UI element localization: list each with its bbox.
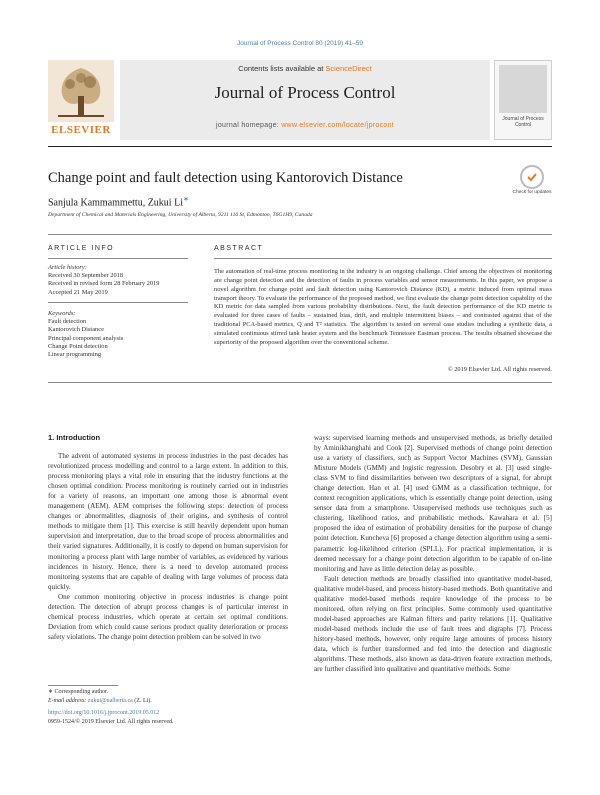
email-label: E-mail address: (48, 697, 88, 704)
history-label: Article history: (48, 264, 87, 271)
journal-masthead (48, 60, 552, 142)
article-history (48, 264, 188, 297)
header-divider (48, 234, 552, 235)
doi-link[interactable]: https://doi.org/10.1016/j.jprocont.2019.05.012 (48, 710, 160, 716)
footnotes (48, 688, 288, 726)
abstract-heading: ABSTRACT (214, 245, 264, 252)
elsevier-tree-icon (48, 60, 114, 122)
footnote-rule (48, 685, 118, 686)
contents-prefix: Contents lists available at (238, 64, 326, 73)
paragraph: Fault detection methods are broadly classified into quantitative model-based, qualitative model-based, and process history-based methods. Both quantitative and qualitative model-based methods require knowledge of the process to be monitored, often relying on first principles. Some commonly used quantitative model-based approaches are Kalman filters and parity relations [1]. Qualitative model-based methods include the use of fault trees and digraphs [7]. Process history-based methods, however, only require large amounts of process history data, which is further transformed and fed into the detection and diagnostic algorithms. These methods, also known as data-driven feature extraction methods, are further classified into qualitative and quantitative methods. Some (314, 574, 552, 674)
publisher-name: ELSEVIER (51, 124, 111, 136)
sciencedirect-link[interactable]: ScienceDirect (325, 64, 372, 73)
email-link[interactable]: zukui@ualberta.ca (87, 697, 133, 704)
section-heading: 1. Introduction (48, 433, 101, 442)
paragraph: The advent of automated systems in process industries in the past decades has revolutionized process modelling and control to a large extent. In addition to this, process monitoring plays a vital role in ensuring that the industry functions at the chosen optimal condition. Process monitoring is routinely carried out in industries for a variety of reasons, an important one among those is abnormal event management (AEM). AEM comprises the following steps: detection of process changes or abnormalities, diagnosis of their origins, and synthesis of control methods to mitigate them [1]. This exercise is still heavily dependent upon human supervision and interpretation, due to the broad scope of process abnormalities and their varied signatures. Additionally, it is costly to depend on human supervision for monitoring a process plant with large number of variables, as evidenced by various incidences in history. Hence, there is a need to develop automated process monitoring systems that are capable of dealing with large volumes of process data quickly. (48, 452, 288, 591)
journal-title: Journal of Process Control (214, 83, 396, 102)
journal-banner (120, 60, 490, 140)
article-info-heading: ARTICLE INFO (48, 245, 115, 252)
right-column (314, 433, 552, 674)
history-received: Received 30 September 2018 (48, 272, 124, 280)
abstract-rule (214, 258, 552, 259)
corresponding-author-mark[interactable]: ∗ (182, 195, 189, 203)
journal-reference[interactable]: Journal of Process Control 80 (2019) 41–59 (236, 40, 364, 47)
history-revised: Received in revised form 28 February 2019 (48, 280, 160, 288)
keywords-label: Keywords: (48, 310, 76, 317)
journal-cover-thumbnail[interactable] (494, 60, 552, 140)
email-suffix: (Z. Li). (132, 697, 152, 704)
keyword-item: Kantorovich Distance (48, 326, 104, 334)
cover-title: Journal of Process Control (502, 116, 544, 128)
elsevier-logo[interactable] (48, 60, 114, 140)
masthead-divider (48, 146, 552, 147)
abstract-bottom-rule (48, 382, 552, 383)
issn-line: 0959-1524/© 2019 Elsevier Ltd. All rights reserved. (48, 718, 174, 725)
homepage-link[interactable]: www.elsevier.com/locate/jprocont (281, 122, 395, 129)
history-accepted: Accepted 21 May 2019 (48, 288, 108, 296)
article-title: Change point and fault detection using Kantorovich Distance (48, 170, 403, 186)
abstract-copyright: © 2019 Elsevier Ltd. All rights reserved. (447, 366, 552, 373)
paragraph: ways: supervised learning methods and unsupervised methods, as briefly detailed by Aminikhanghahi and Cook [2]. Supervised methods of change point detection use a variety of classifiers, such as Support Vector Machines (SVM), Gaussian Mixture Models (GMM) and logistic regression. Desobry et al. [3] used single-class SVM to find dissimilarities between two descriptors of a signal, for abrupt change detection. Han et al. [4] used GMM as a classification technique, for context recognition applications, which is essentially change point detection, using sensor data from a smartphone. Unsupervised methods use techniques such as clustering, likelihood ratios, and probabilistic methods. Kawahara et al. [5] proposed the idea of estimation of probability densities for the purpose of change point detection. Kuncheva [6] proposed a change detection algorithm using a semi-parametric log-likelihood criterion (SPLL). For practical implementation, it is deemed necessary for a change point detection algorithm to be capable of on-line monitoring and have as little detection delay as possible. (314, 434, 552, 573)
contents-line (120, 64, 490, 73)
left-column (48, 433, 288, 642)
email-line (48, 697, 288, 706)
check-updates-icon (520, 165, 544, 189)
keyword-item: Change Point detection (48, 342, 108, 350)
check-updates-label: Check for updates (512, 190, 552, 195)
keywords (48, 310, 188, 359)
paragraph: One common monitoring objective in process industries is change point detection. The detection of abrupt process changes is of particular interest in chemical process industries, which operate at certain set optimal conditions. Deviation from which could cause serious product quality deterioration or process safety violations. The change point detection problem can be solved in two (48, 592, 288, 641)
authors: Sanjula Kammammettu, Zukui Li (48, 197, 183, 209)
affiliation: Department of Chemical and Materials Engineering, University of Alberta, 9211 116 St, Edmonton, T6G1H9, Canada (48, 212, 313, 218)
keyword-item: Principal component analysis (48, 334, 124, 342)
homepage-prefix: journal homepage: (215, 122, 282, 129)
keyword-item: Linear programming (48, 351, 102, 359)
corresponding-author-note: ∗ Corresponding author. (48, 689, 109, 695)
cover-image (499, 65, 547, 113)
check-for-updates-badge[interactable] (512, 165, 552, 201)
abstract-text: The automation of real-time process monitoring in the industry is an ongoing challenge. Chief among the objectives of monitoring are change point detection and the detection of faults in process variables and sensor measurements. In this paper, we propose a novel algorithm for change point and fault detection using Kantorovich Distance (KD), a metric induced from optimal mass transport theory. To evaluate the performance of the proposed method, we first evaluate the change point detection capability of the KD metric for data sampled from various probability distributions. Next, the fault detection performance of the KD metric is evaluated for three cases of faults – sustained bias, drift, and multiple intermittent biases – and contrasted against that of the traditional PCA-based metrics, Q and T² statistics. The algorithm is tested on several case studies including a synthetic data, a simulated continuous stirred tank heater system and the benchmark Tennessee Eastman process. The results obtained showcase the superiority of the proposed algorithm over the conventional scheme. (214, 268, 552, 346)
author-line (48, 195, 189, 208)
journal-homepage (120, 122, 490, 129)
keywords-rule (48, 302, 188, 303)
doi-line (48, 709, 288, 718)
article-info-rule (48, 258, 188, 259)
keyword-item: Fault detection (48, 318, 87, 326)
